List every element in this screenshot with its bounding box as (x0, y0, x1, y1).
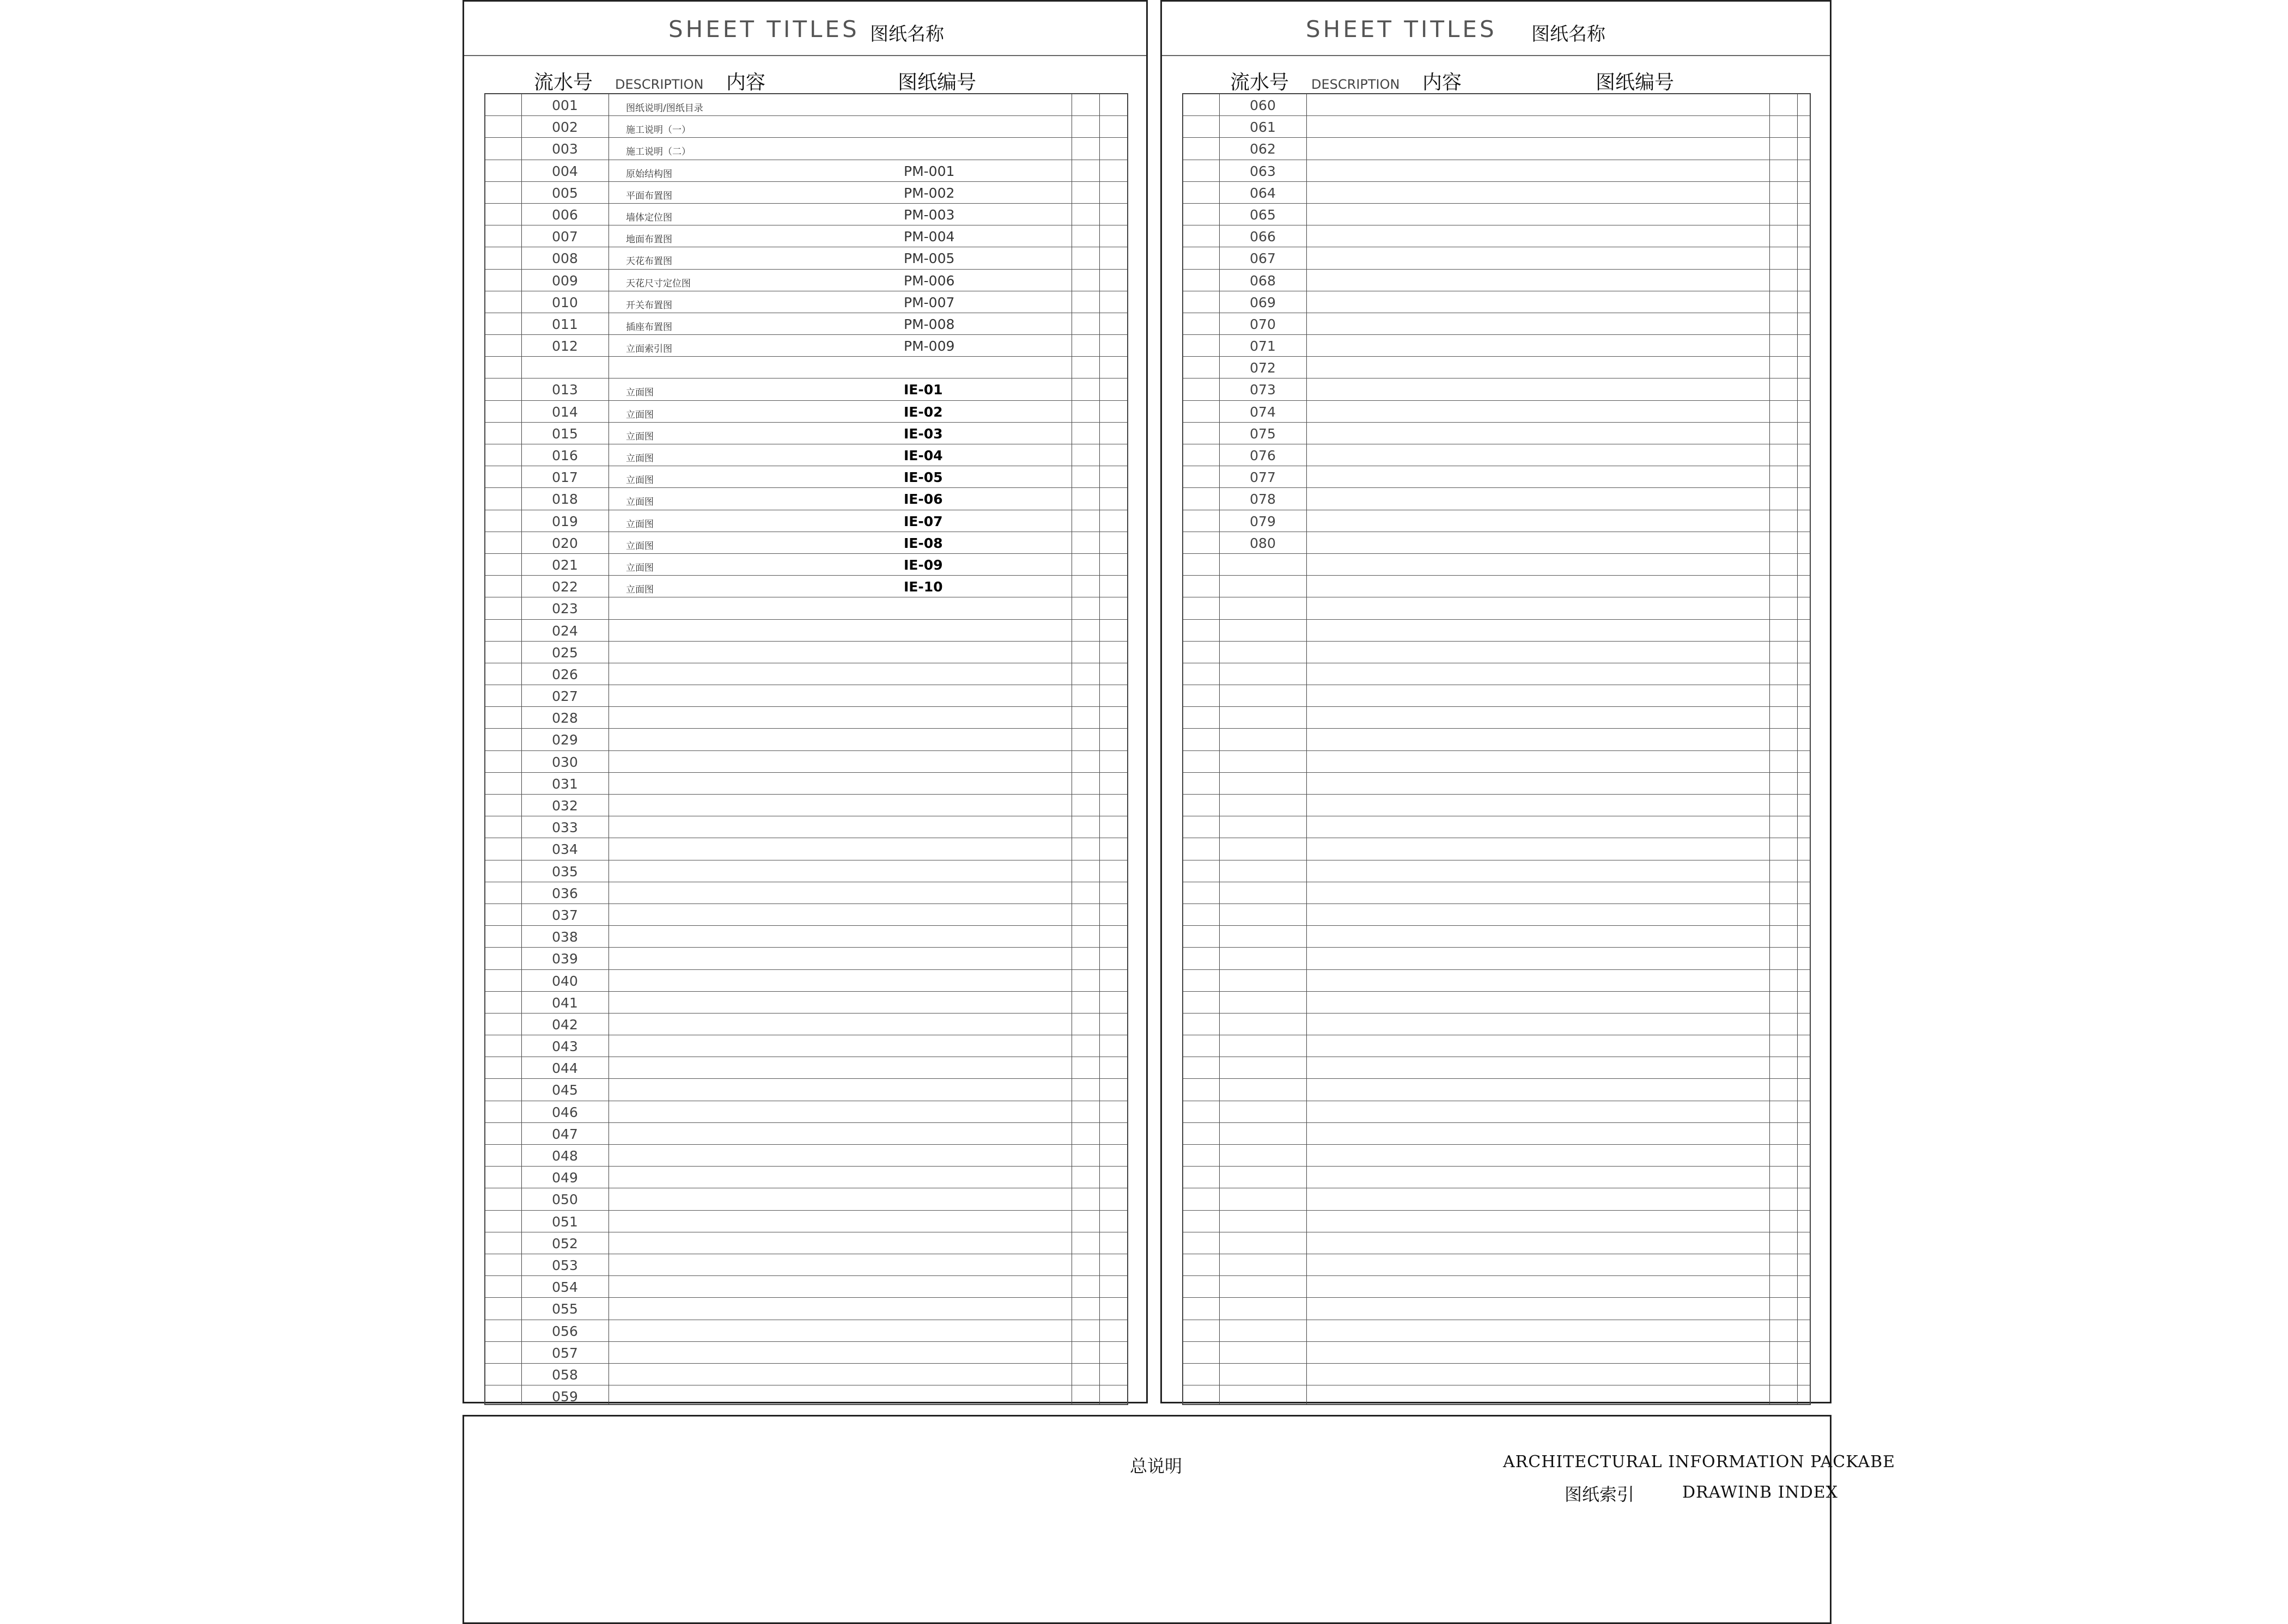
table-row (1183, 554, 1810, 576)
serial-number: 008 (552, 251, 578, 267)
table-row (1183, 620, 1810, 642)
table-row (1183, 1298, 1810, 1320)
sheet-description: 插座布置图 (626, 321, 672, 333)
table-row (1183, 576, 1810, 597)
sheet-index-left (463, 0, 1148, 1403)
serial-number: 016 (552, 448, 578, 463)
col-description-en-right: DESCRIPTION (1311, 77, 1400, 92)
serial-number: 079 (1250, 513, 1276, 529)
serial-number: 033 (552, 820, 578, 836)
table-row (485, 795, 1127, 816)
table-row (485, 597, 1127, 619)
serial-number: 029 (552, 732, 578, 748)
serial-number: 071 (1250, 338, 1276, 355)
table-row (1183, 1254, 1810, 1276)
serial-number: 007 (552, 229, 578, 245)
table-row (1183, 116, 1810, 138)
serial-number: 068 (1250, 272, 1276, 289)
table-row (1183, 970, 1810, 992)
drawing-number: PM-003 (904, 206, 955, 223)
table-row (1183, 357, 1810, 378)
serial-number: 039 (552, 951, 578, 967)
sheet-description: 墙体定位图 (626, 212, 672, 223)
drawing-number: IE-08 (904, 535, 943, 551)
table-row (485, 1014, 1127, 1035)
sheet-description: 施工说明（二） (626, 146, 691, 158)
table-row (485, 1101, 1127, 1123)
sheet-description: 立面图 (626, 431, 654, 442)
sheet-description: 立面图 (626, 518, 654, 530)
serial-number: 048 (552, 1148, 578, 1164)
index-title-en: DRAWINB INDEX (1682, 1483, 1839, 1502)
sheet-description: 立面图 (626, 562, 654, 573)
serial-number: 050 (552, 1192, 578, 1208)
table-row (1183, 1145, 1810, 1167)
table-row (485, 992, 1127, 1014)
drawing-number: IE-07 (904, 513, 943, 529)
package-title-en: ARCHITECTURAL INFORMATION PACKABE (1503, 1452, 1896, 1472)
drawing-number: IE-02 (904, 404, 943, 420)
table-row (485, 729, 1127, 750)
serial-number: 072 (1250, 360, 1276, 376)
table-row (1183, 378, 1810, 400)
table-row (1183, 685, 1810, 707)
table-row (485, 1079, 1127, 1101)
table-row (485, 532, 1127, 554)
serial-number: 041 (552, 994, 578, 1011)
table-row (485, 1320, 1127, 1342)
serial-number: 046 (552, 1104, 578, 1120)
serial-number: 065 (1250, 206, 1276, 223)
table-row (485, 1035, 1127, 1057)
table-row (1183, 204, 1810, 225)
table-row (1183, 532, 1810, 554)
table-row (1183, 642, 1810, 663)
table-row (1183, 160, 1810, 182)
table-row (1183, 335, 1810, 357)
table-row (485, 620, 1127, 642)
serial-number: 037 (552, 907, 578, 923)
table-row (1183, 904, 1810, 926)
table-row (1183, 1057, 1810, 1079)
table-row (485, 182, 1127, 204)
drawing-number: IE-10 (904, 579, 943, 595)
table-row (1183, 401, 1810, 423)
col-description-cn: 内容 (726, 71, 766, 94)
drawing-number: PM-009 (904, 338, 955, 355)
table-row (485, 1298, 1127, 1320)
table-row (1183, 729, 1810, 750)
table-row (1183, 707, 1810, 729)
drawing-number: IE-09 (904, 557, 943, 573)
table-row (485, 1364, 1127, 1385)
table-row (1183, 751, 1810, 773)
serial-number: 013 (552, 382, 578, 398)
serial-number: 054 (552, 1279, 578, 1296)
serial-number: 058 (552, 1366, 578, 1383)
serial-number: 028 (552, 710, 578, 726)
table-row (1183, 1079, 1810, 1101)
col-drawing-no-right: 图纸编号 (1596, 71, 1675, 94)
table-row (485, 378, 1127, 400)
table-row (1183, 510, 1810, 532)
table-row (485, 1145, 1127, 1167)
sheet-description: 立面图 (626, 453, 654, 464)
table-row (1183, 1014, 1810, 1035)
drawing-number: IE-01 (904, 382, 943, 398)
serial-number: 024 (552, 622, 578, 639)
serial-number: 027 (552, 688, 578, 705)
table-row (485, 751, 1127, 773)
sheet-index-right (1160, 0, 1831, 1403)
table-row (1183, 423, 1810, 444)
serial-number: 036 (552, 885, 578, 901)
col-drawing-no: 图纸编号 (898, 71, 977, 94)
table-row (485, 1276, 1127, 1298)
table-row (485, 882, 1127, 904)
table-row (1183, 1232, 1810, 1254)
table-row (485, 642, 1127, 663)
table-row (1183, 816, 1810, 838)
serial-number: 011 (552, 316, 578, 332)
table-row (1183, 795, 1810, 816)
table-row (1183, 1385, 1810, 1407)
serial-number: 040 (552, 973, 578, 989)
table-row (1183, 1211, 1810, 1232)
serial-number: 060 (1250, 97, 1276, 113)
sheet-description: 立面图 (626, 540, 654, 552)
table-row (1183, 466, 1810, 488)
table-row (485, 247, 1127, 269)
table-row (485, 1057, 1127, 1079)
table-row (1183, 94, 1810, 116)
table-row (485, 94, 1127, 116)
table-row (1183, 182, 1810, 204)
table-row (1183, 882, 1810, 904)
serial-number: 059 (552, 1389, 578, 1405)
table-row (485, 291, 1127, 313)
table-row (485, 510, 1127, 532)
serial-number: 042 (552, 1016, 578, 1033)
serial-number: 056 (552, 1323, 578, 1339)
table-row (485, 576, 1127, 597)
serial-number: 025 (552, 644, 578, 661)
serial-number: 035 (552, 863, 578, 880)
sheet-description: 施工说明（一） (626, 125, 691, 136)
table-row (485, 160, 1127, 182)
serial-number: 049 (552, 1170, 578, 1186)
col-description-cn-right: 内容 (1422, 71, 1462, 94)
serial-number: 069 (1250, 294, 1276, 310)
serial-number: 038 (552, 929, 578, 945)
serial-number: 064 (1250, 185, 1276, 201)
sheet-titles-en: SHEET TITLES (668, 16, 860, 42)
index-title-cn: 图纸索引 (1565, 1484, 1635, 1505)
table-row (485, 1385, 1127, 1407)
serial-number: 076 (1250, 448, 1276, 463)
serial-number: 032 (552, 798, 578, 814)
serial-number: 009 (552, 272, 578, 289)
serial-number: 067 (1250, 251, 1276, 267)
table-row (485, 225, 1127, 247)
serial-number: 023 (552, 601, 578, 617)
serial-number: 052 (552, 1235, 578, 1251)
table-row (1183, 270, 1810, 291)
serial-number: 002 (552, 119, 578, 136)
serial-number: 044 (552, 1060, 578, 1077)
col-serial: 流水号 (534, 71, 593, 94)
serial-number: 015 (552, 425, 578, 442)
drawing-number: IE-03 (904, 425, 943, 442)
table-row (485, 816, 1127, 838)
serial-number: 019 (552, 513, 578, 529)
serial-number: 031 (552, 776, 578, 792)
table-row (485, 488, 1127, 510)
sheet-description: 图纸说明/图纸目录 (626, 103, 703, 114)
table-row (485, 1188, 1127, 1210)
table-row (485, 1254, 1127, 1276)
serial-number: 078 (1250, 491, 1276, 508)
title-block (463, 1415, 1896, 1624)
table-row (485, 685, 1127, 707)
sheet-description: 立面图 (626, 387, 654, 399)
serial-number: 030 (552, 754, 578, 770)
drawing-number: IE-05 (904, 469, 943, 486)
table-row (485, 1342, 1127, 1364)
table-row (1183, 1123, 1810, 1145)
serial-number: 021 (552, 557, 578, 573)
drawing-number: PM-007 (904, 294, 955, 310)
table-row (1183, 138, 1810, 160)
table-row (485, 444, 1127, 466)
serial-number: 018 (552, 491, 578, 508)
sheet-description: 立面图 (626, 497, 654, 508)
table-row (485, 466, 1127, 488)
serial-number: 075 (1250, 425, 1276, 442)
serial-number: 077 (1250, 469, 1276, 486)
sheet-description: 天花布置图 (626, 256, 672, 267)
drawing-number: PM-008 (904, 316, 955, 332)
sheet-table-left (484, 93, 1128, 1405)
serial-number: 074 (1250, 404, 1276, 420)
table-row (1183, 860, 1810, 882)
table-row (1183, 1342, 1810, 1364)
table-row (1183, 291, 1810, 313)
serial-number: 070 (1250, 316, 1276, 332)
serial-number: 063 (1250, 163, 1276, 179)
table-row (485, 554, 1127, 576)
table-row (485, 926, 1127, 948)
table-row (1183, 663, 1810, 685)
table-row (485, 1232, 1127, 1254)
drawing-number: PM-005 (904, 251, 955, 267)
sheet-description: 立面图 (626, 584, 654, 596)
serial-number: 001 (552, 97, 578, 113)
table-row (1183, 1364, 1810, 1385)
table-row (1183, 1035, 1810, 1057)
col-description-en: DESCRIPTION (615, 77, 704, 92)
serial-number: 003 (552, 141, 578, 157)
drawing-number: PM-002 (904, 185, 955, 201)
sheet-table-right (1182, 93, 1811, 1405)
table-row (485, 948, 1127, 969)
serial-number: 061 (1250, 119, 1276, 136)
table-row (1183, 948, 1810, 969)
sheet-titles-header (464, 2, 1146, 56)
table-row (485, 313, 1127, 335)
table-row (485, 707, 1127, 729)
table-row (1183, 838, 1810, 860)
general-notes-label: 总说明 (1130, 1456, 1183, 1476)
table-row (1183, 992, 1810, 1014)
serial-number: 004 (552, 163, 578, 179)
sheet-titles-cn: 图纸名称 (870, 23, 944, 45)
serial-number: 017 (552, 469, 578, 486)
table-row (485, 401, 1127, 423)
table-row (1183, 773, 1810, 795)
table-row (485, 970, 1127, 992)
serial-number: 026 (552, 666, 578, 682)
table-row (1183, 1276, 1810, 1298)
table-row (485, 138, 1127, 160)
serial-number: 014 (552, 404, 578, 420)
serial-number: 012 (552, 338, 578, 355)
sheet-description: 平面布置图 (626, 190, 672, 202)
serial-number: 047 (552, 1126, 578, 1142)
serial-number: 020 (552, 535, 578, 551)
table-row (485, 357, 1127, 378)
sheet-description: 立面图 (626, 475, 654, 486)
table-row (485, 663, 1127, 685)
table-row (485, 335, 1127, 357)
table-row (1183, 444, 1810, 466)
sheet-description: 天花尺寸定位图 (626, 278, 691, 289)
table-row (1183, 488, 1810, 510)
table-row (485, 1211, 1127, 1232)
serial-number: 010 (552, 294, 578, 310)
table-row (485, 270, 1127, 291)
serial-number: 057 (552, 1345, 578, 1361)
drawing-number: PM-004 (904, 229, 955, 245)
sheet-description: 立面索引图 (626, 344, 672, 355)
sheet-titles-cn-right: 图纸名称 (1531, 23, 1605, 45)
table-row (485, 116, 1127, 138)
table-row (1183, 313, 1810, 335)
sheet-titles-en-right: SHEET TITLES (1306, 16, 1497, 42)
serial-number: 022 (552, 579, 578, 595)
table-row (1183, 926, 1810, 948)
serial-number: 043 (552, 1039, 578, 1055)
table-row (1183, 225, 1810, 247)
table-row (1183, 1167, 1810, 1188)
serial-number: 073 (1250, 382, 1276, 398)
table-row (485, 838, 1127, 860)
table-row (1183, 1101, 1810, 1123)
serial-number: 034 (552, 841, 578, 858)
serial-number: 080 (1250, 535, 1276, 551)
sheet-titles-header-right (1162, 2, 1830, 56)
col-serial-right: 流水号 (1230, 71, 1289, 94)
serial-number: 053 (552, 1257, 578, 1273)
table-row (485, 423, 1127, 444)
sheet-description: 开关布置图 (626, 300, 672, 311)
drawing-number: IE-06 (904, 491, 943, 508)
table-row (485, 1167, 1127, 1188)
serial-number: 055 (552, 1301, 578, 1317)
drawing-number: IE-04 (904, 448, 943, 463)
table-row (485, 204, 1127, 225)
sheet-description: 地面布置图 (626, 234, 672, 246)
serial-number: 006 (552, 206, 578, 223)
table-row (485, 904, 1127, 926)
serial-number: 051 (552, 1213, 578, 1230)
table-row (485, 1123, 1127, 1145)
table-row (485, 860, 1127, 882)
table-row (1183, 1320, 1810, 1342)
table-row (485, 773, 1127, 795)
drawing-number: PM-006 (904, 272, 955, 289)
serial-number: 005 (552, 185, 578, 201)
sheet-description: 原始结构图 (626, 168, 672, 180)
sheet-description: 立面图 (626, 409, 654, 420)
table-row (1183, 1188, 1810, 1210)
table-row (1183, 247, 1810, 269)
table-row (1183, 597, 1810, 619)
serial-number: 045 (552, 1082, 578, 1098)
serial-number: 062 (1250, 141, 1276, 157)
serial-number: 066 (1250, 229, 1276, 245)
drawing-number: PM-001 (904, 163, 955, 179)
